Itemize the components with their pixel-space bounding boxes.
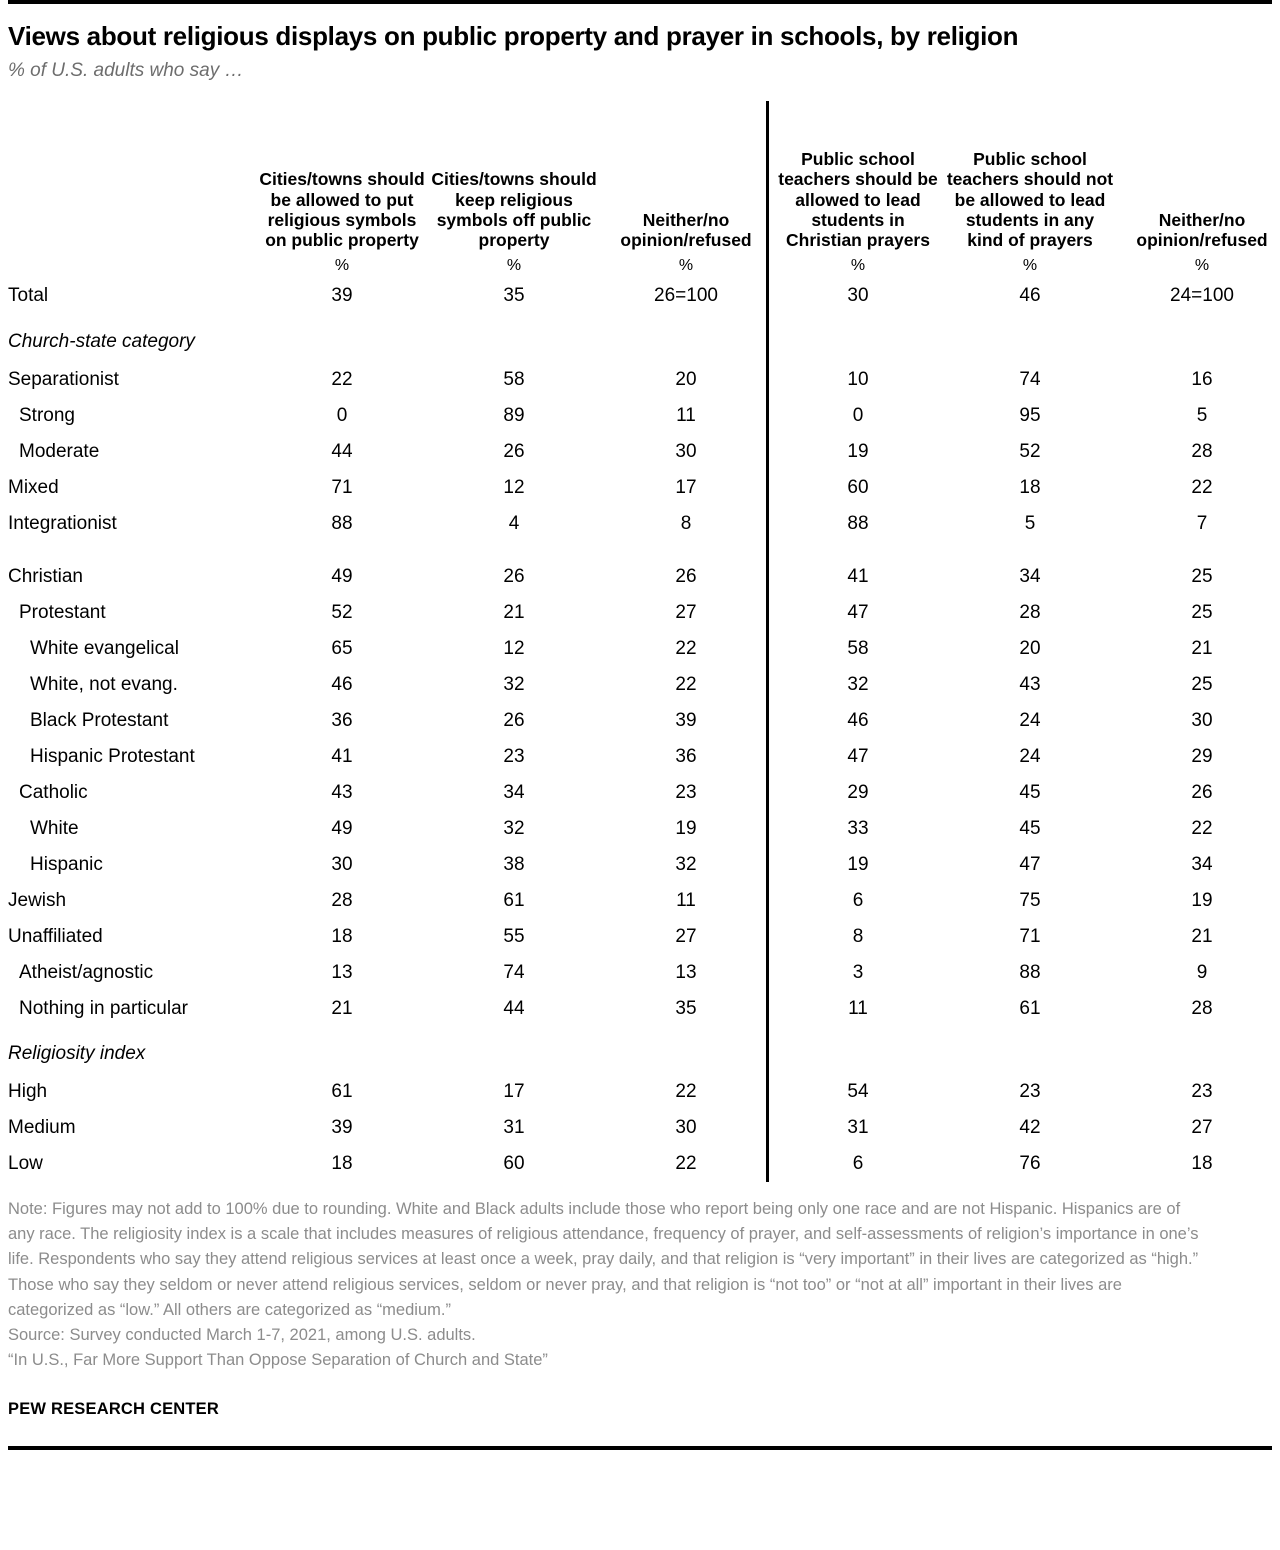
row-label: Moderate xyxy=(19,440,100,462)
table-row xyxy=(8,630,1280,666)
table-body xyxy=(8,278,1280,1182)
row-label: Hispanic Protestant xyxy=(30,745,195,767)
survey-data-table xyxy=(8,101,1280,1182)
header-row xyxy=(8,101,1280,251)
pew-research-center-brand: PEW RESEARCH CENTER xyxy=(8,1399,219,1418)
row-value: 22 xyxy=(675,637,697,659)
row-value: 30 xyxy=(675,440,697,462)
row-label: Separationist xyxy=(8,368,119,390)
row-value: 39 xyxy=(331,1117,353,1139)
row-value: 75 xyxy=(1019,889,1041,911)
row-value: 21 xyxy=(503,601,525,623)
table-section-row xyxy=(8,314,1280,362)
row-value: 49 xyxy=(331,565,353,587)
row-value: 58 xyxy=(847,637,869,659)
row-value: 95 xyxy=(1019,404,1041,426)
row-label: High xyxy=(8,1081,48,1103)
row-value: 22 xyxy=(331,368,353,390)
data-table-wrapper xyxy=(8,101,1272,1182)
table-section-row xyxy=(8,1026,1280,1074)
row-value: 19 xyxy=(675,817,697,839)
row-value: 27 xyxy=(675,601,697,623)
row-value: 35 xyxy=(503,285,525,307)
row-value: 27 xyxy=(1191,1117,1213,1139)
row-value: 31 xyxy=(503,1117,525,1139)
table-note: Note: Figures may not add to 100% due to rounding. White and Black adults include those who report being only one race and are not Hispanic. Hispanics are of any race. The religiosity index is a scale that includes measures of religious attendance, frequency of prayer, and self-assessments of religion’s importance in one’s life. Respondents who say they attend religious services at least once a week, pray daily, and that religion is “very important” in their lives are categorized as “high.” Those who say they seldom or never attend religious services, seldom or never pray, and that religion is “not too” or “not at all” important in their lives are categorized as “low.” All others are categorized as “medium.” xyxy=(8,1199,1199,1319)
section-header-label: Religiosity index xyxy=(8,1043,146,1065)
row-label: Medium xyxy=(8,1117,76,1139)
table-row xyxy=(8,558,1280,594)
row-value: 26=100 xyxy=(654,285,718,307)
table-row xyxy=(8,278,1280,314)
row-value: 21 xyxy=(1191,925,1213,947)
source-line: Source: Survey conducted March 1-7, 2021, among U.S. adults. xyxy=(8,1326,476,1345)
row-value: 23 xyxy=(1019,1081,1041,1103)
row-value: 25 xyxy=(1191,565,1213,587)
column-header-prayers-not-allowed: Public school teachers should not be allowed to lead students in any kind of prayers xyxy=(946,148,1114,251)
row-value: 88 xyxy=(847,512,869,534)
column-header-group xyxy=(8,101,256,251)
row-value: 47 xyxy=(1019,853,1041,875)
row-value: 28 xyxy=(1191,440,1213,462)
row-value: 17 xyxy=(675,476,697,498)
row-value: 22 xyxy=(1191,817,1213,839)
row-label: White evangelical xyxy=(30,637,179,659)
row-value: 6 xyxy=(852,889,864,911)
row-value: 23 xyxy=(1191,1081,1213,1103)
row-label: White xyxy=(30,817,79,839)
table-row xyxy=(8,1074,1280,1110)
row-value: 0 xyxy=(336,404,348,426)
table-row xyxy=(8,1110,1280,1146)
bottom-divider-rule xyxy=(8,1446,1272,1450)
row-value: 20 xyxy=(1019,637,1041,659)
row-label: Hispanic xyxy=(30,853,103,875)
table-spacer-row xyxy=(8,541,1280,558)
row-value: 5 xyxy=(1024,512,1036,534)
page-subtitle: % of U.S. adults who say … xyxy=(8,60,244,82)
row-value: 30 xyxy=(331,853,353,875)
row-label: Unaffiliated xyxy=(8,925,103,947)
row-value: 18 xyxy=(331,1153,353,1175)
row-value: 26 xyxy=(675,565,697,587)
row-value: 11 xyxy=(848,997,868,1019)
row-value: 61 xyxy=(1019,997,1041,1019)
top-divider-rule xyxy=(8,0,1272,4)
row-value: 12 xyxy=(503,476,525,498)
row-value: 24 xyxy=(1019,745,1041,767)
row-value: 26 xyxy=(1191,781,1213,803)
table-row xyxy=(8,810,1280,846)
row-value: 34 xyxy=(1191,853,1213,875)
row-value: 26 xyxy=(503,440,525,462)
row-value: 11 xyxy=(676,889,696,911)
row-value: 44 xyxy=(503,997,525,1019)
table-row xyxy=(8,882,1280,918)
table-row xyxy=(8,505,1280,541)
page-title: Views about religious displays on public property and prayer in schools, by religion xyxy=(8,21,1019,51)
table-row xyxy=(8,918,1280,954)
section-header-label: Church-state category xyxy=(8,330,195,352)
row-value: 65 xyxy=(331,637,353,659)
row-label: Christian xyxy=(8,565,83,587)
table-row xyxy=(8,397,1280,433)
row-value: 9 xyxy=(1196,961,1208,983)
table-row xyxy=(8,1146,1280,1182)
row-value: 29 xyxy=(1191,745,1213,767)
row-value: 42 xyxy=(1019,1117,1041,1139)
percent-unit-row xyxy=(8,251,1280,278)
row-label: Atheist/agnostic xyxy=(19,961,154,983)
row-value: 47 xyxy=(847,745,869,767)
row-value: 74 xyxy=(503,961,525,983)
row-value: 61 xyxy=(331,1081,353,1103)
row-value: 88 xyxy=(1019,961,1041,983)
row-value: 22 xyxy=(675,1081,697,1103)
table-row xyxy=(8,738,1280,774)
column-header-neither-displays: Neither/no opinion/refused xyxy=(620,209,752,251)
row-value: 4 xyxy=(508,512,520,534)
row-value: 10 xyxy=(847,368,869,390)
row-value: 30 xyxy=(847,285,869,307)
row-value: 5 xyxy=(1196,404,1208,426)
row-label: Strong xyxy=(19,404,75,426)
row-value: 20 xyxy=(675,368,697,390)
table-row xyxy=(8,774,1280,810)
column-header-christian-prayers-allowed: Public school teachers should be allowed to lead students in Christian prayers xyxy=(778,148,938,251)
row-value: 16 xyxy=(1191,368,1213,390)
column-header-symbols-off: Cities/towns should keep religious symbols off public property xyxy=(431,169,597,251)
table-head xyxy=(8,101,1280,278)
unit-cell: % xyxy=(678,256,694,274)
row-label: Integrationist xyxy=(8,512,117,534)
row-value: 7 xyxy=(1196,512,1208,534)
row-value: 13 xyxy=(675,961,697,983)
row-value: 19 xyxy=(847,853,869,875)
row-value: 18 xyxy=(1019,476,1041,498)
row-value: 28 xyxy=(1191,997,1213,1019)
row-value: 41 xyxy=(331,745,353,767)
row-value: 52 xyxy=(1019,440,1041,462)
row-value: 32 xyxy=(675,853,697,875)
row-value: 18 xyxy=(1191,1153,1213,1175)
row-value: 71 xyxy=(1019,925,1041,947)
row-label: Nothing in particular xyxy=(19,997,188,1019)
row-value: 28 xyxy=(331,889,353,911)
unit-cell: % xyxy=(1022,256,1038,274)
row-value: 26 xyxy=(503,565,525,587)
table-row xyxy=(8,361,1280,397)
unit-cell: % xyxy=(850,256,866,274)
row-value: 46 xyxy=(847,709,869,731)
row-value: 22 xyxy=(1191,476,1213,498)
row-value: 22 xyxy=(675,1153,697,1175)
row-value: 28 xyxy=(1019,601,1041,623)
row-value: 19 xyxy=(1191,889,1213,911)
row-value: 58 xyxy=(503,368,525,390)
table-row xyxy=(8,846,1280,882)
column-group-divider xyxy=(766,101,769,1182)
row-value: 18 xyxy=(331,925,353,947)
row-value: 61 xyxy=(503,889,525,911)
row-value: 30 xyxy=(675,1117,697,1139)
row-value: 60 xyxy=(847,476,869,498)
row-value: 21 xyxy=(1191,637,1213,659)
row-value: 31 xyxy=(847,1117,869,1139)
row-value: 13 xyxy=(331,961,353,983)
unit-cell: % xyxy=(1194,256,1210,274)
column-header-symbols-on: Cities/towns should be allowed to put religious symbols on public property xyxy=(259,169,425,251)
row-label: Protestant xyxy=(19,601,106,623)
row-value: 32 xyxy=(847,673,869,695)
unit-spacer xyxy=(8,251,256,278)
row-value: 26 xyxy=(503,709,525,731)
row-value: 35 xyxy=(675,997,697,1019)
row-value: 45 xyxy=(1019,781,1041,803)
row-value: 76 xyxy=(1019,1153,1041,1175)
row-value: 43 xyxy=(1019,673,1041,695)
row-value: 32 xyxy=(503,817,525,839)
row-value: 19 xyxy=(847,440,869,462)
row-value: 29 xyxy=(847,781,869,803)
row-label: Mixed xyxy=(8,476,59,498)
row-value: 88 xyxy=(331,512,353,534)
row-label: Total xyxy=(8,285,49,307)
row-value: 22 xyxy=(675,673,697,695)
row-value: 44 xyxy=(331,440,353,462)
row-value: 24=100 xyxy=(1170,285,1234,307)
row-value: 54 xyxy=(847,1081,869,1103)
row-value: 60 xyxy=(503,1153,525,1175)
row-value: 47 xyxy=(847,601,869,623)
row-value: 43 xyxy=(331,781,353,803)
row-label: Low xyxy=(8,1153,43,1175)
table-spacer-cell xyxy=(8,541,1280,558)
row-label: Jewish xyxy=(8,889,67,911)
table-row xyxy=(8,954,1280,990)
row-value: 21 xyxy=(331,997,353,1019)
row-value: 27 xyxy=(675,925,697,947)
row-value: 25 xyxy=(1191,673,1213,695)
report-title-line: “In U.S., Far More Support Than Oppose Separation of Church and State” xyxy=(8,1351,548,1370)
row-value: 33 xyxy=(847,817,869,839)
row-value: 46 xyxy=(1019,285,1041,307)
row-value: 6 xyxy=(852,1153,864,1175)
row-value: 30 xyxy=(1191,709,1213,731)
row-label: White, not evang. xyxy=(30,673,178,695)
row-value: 39 xyxy=(331,285,353,307)
row-value: 71 xyxy=(331,476,353,498)
row-value: 24 xyxy=(1019,709,1041,731)
row-value: 55 xyxy=(503,925,525,947)
row-value: 38 xyxy=(503,853,525,875)
row-value: 41 xyxy=(847,565,869,587)
row-value: 34 xyxy=(503,781,525,803)
row-value: 89 xyxy=(503,404,525,426)
row-value: 23 xyxy=(675,781,697,803)
table-row xyxy=(8,702,1280,738)
table-row xyxy=(8,469,1280,505)
row-label: Black Protestant xyxy=(30,709,169,731)
row-value: 39 xyxy=(675,709,697,731)
row-label: Catholic xyxy=(19,781,88,803)
row-value: 32 xyxy=(503,673,525,695)
unit-cell: % xyxy=(506,256,522,274)
row-value: 3 xyxy=(852,961,864,983)
row-value: 8 xyxy=(852,925,864,947)
table-row xyxy=(8,433,1280,469)
row-value: 49 xyxy=(331,817,353,839)
row-value: 34 xyxy=(1019,565,1041,587)
row-value: 52 xyxy=(331,601,353,623)
row-value: 8 xyxy=(680,512,692,534)
row-value: 46 xyxy=(331,673,353,695)
row-value: 74 xyxy=(1019,368,1041,390)
row-value: 11 xyxy=(676,404,696,426)
unit-cell: % xyxy=(334,256,350,274)
column-header-neither-prayer: Neither/no opinion/refused xyxy=(1136,209,1268,251)
row-value: 0 xyxy=(852,404,864,426)
row-value: 36 xyxy=(331,709,353,731)
table-row xyxy=(8,666,1280,702)
table-row xyxy=(8,594,1280,630)
row-value: 17 xyxy=(503,1081,525,1103)
row-value: 12 xyxy=(503,637,525,659)
row-value: 36 xyxy=(675,745,697,767)
table-row xyxy=(8,990,1280,1026)
row-value: 25 xyxy=(1191,601,1213,623)
row-value: 45 xyxy=(1019,817,1041,839)
row-value: 23 xyxy=(503,745,525,767)
